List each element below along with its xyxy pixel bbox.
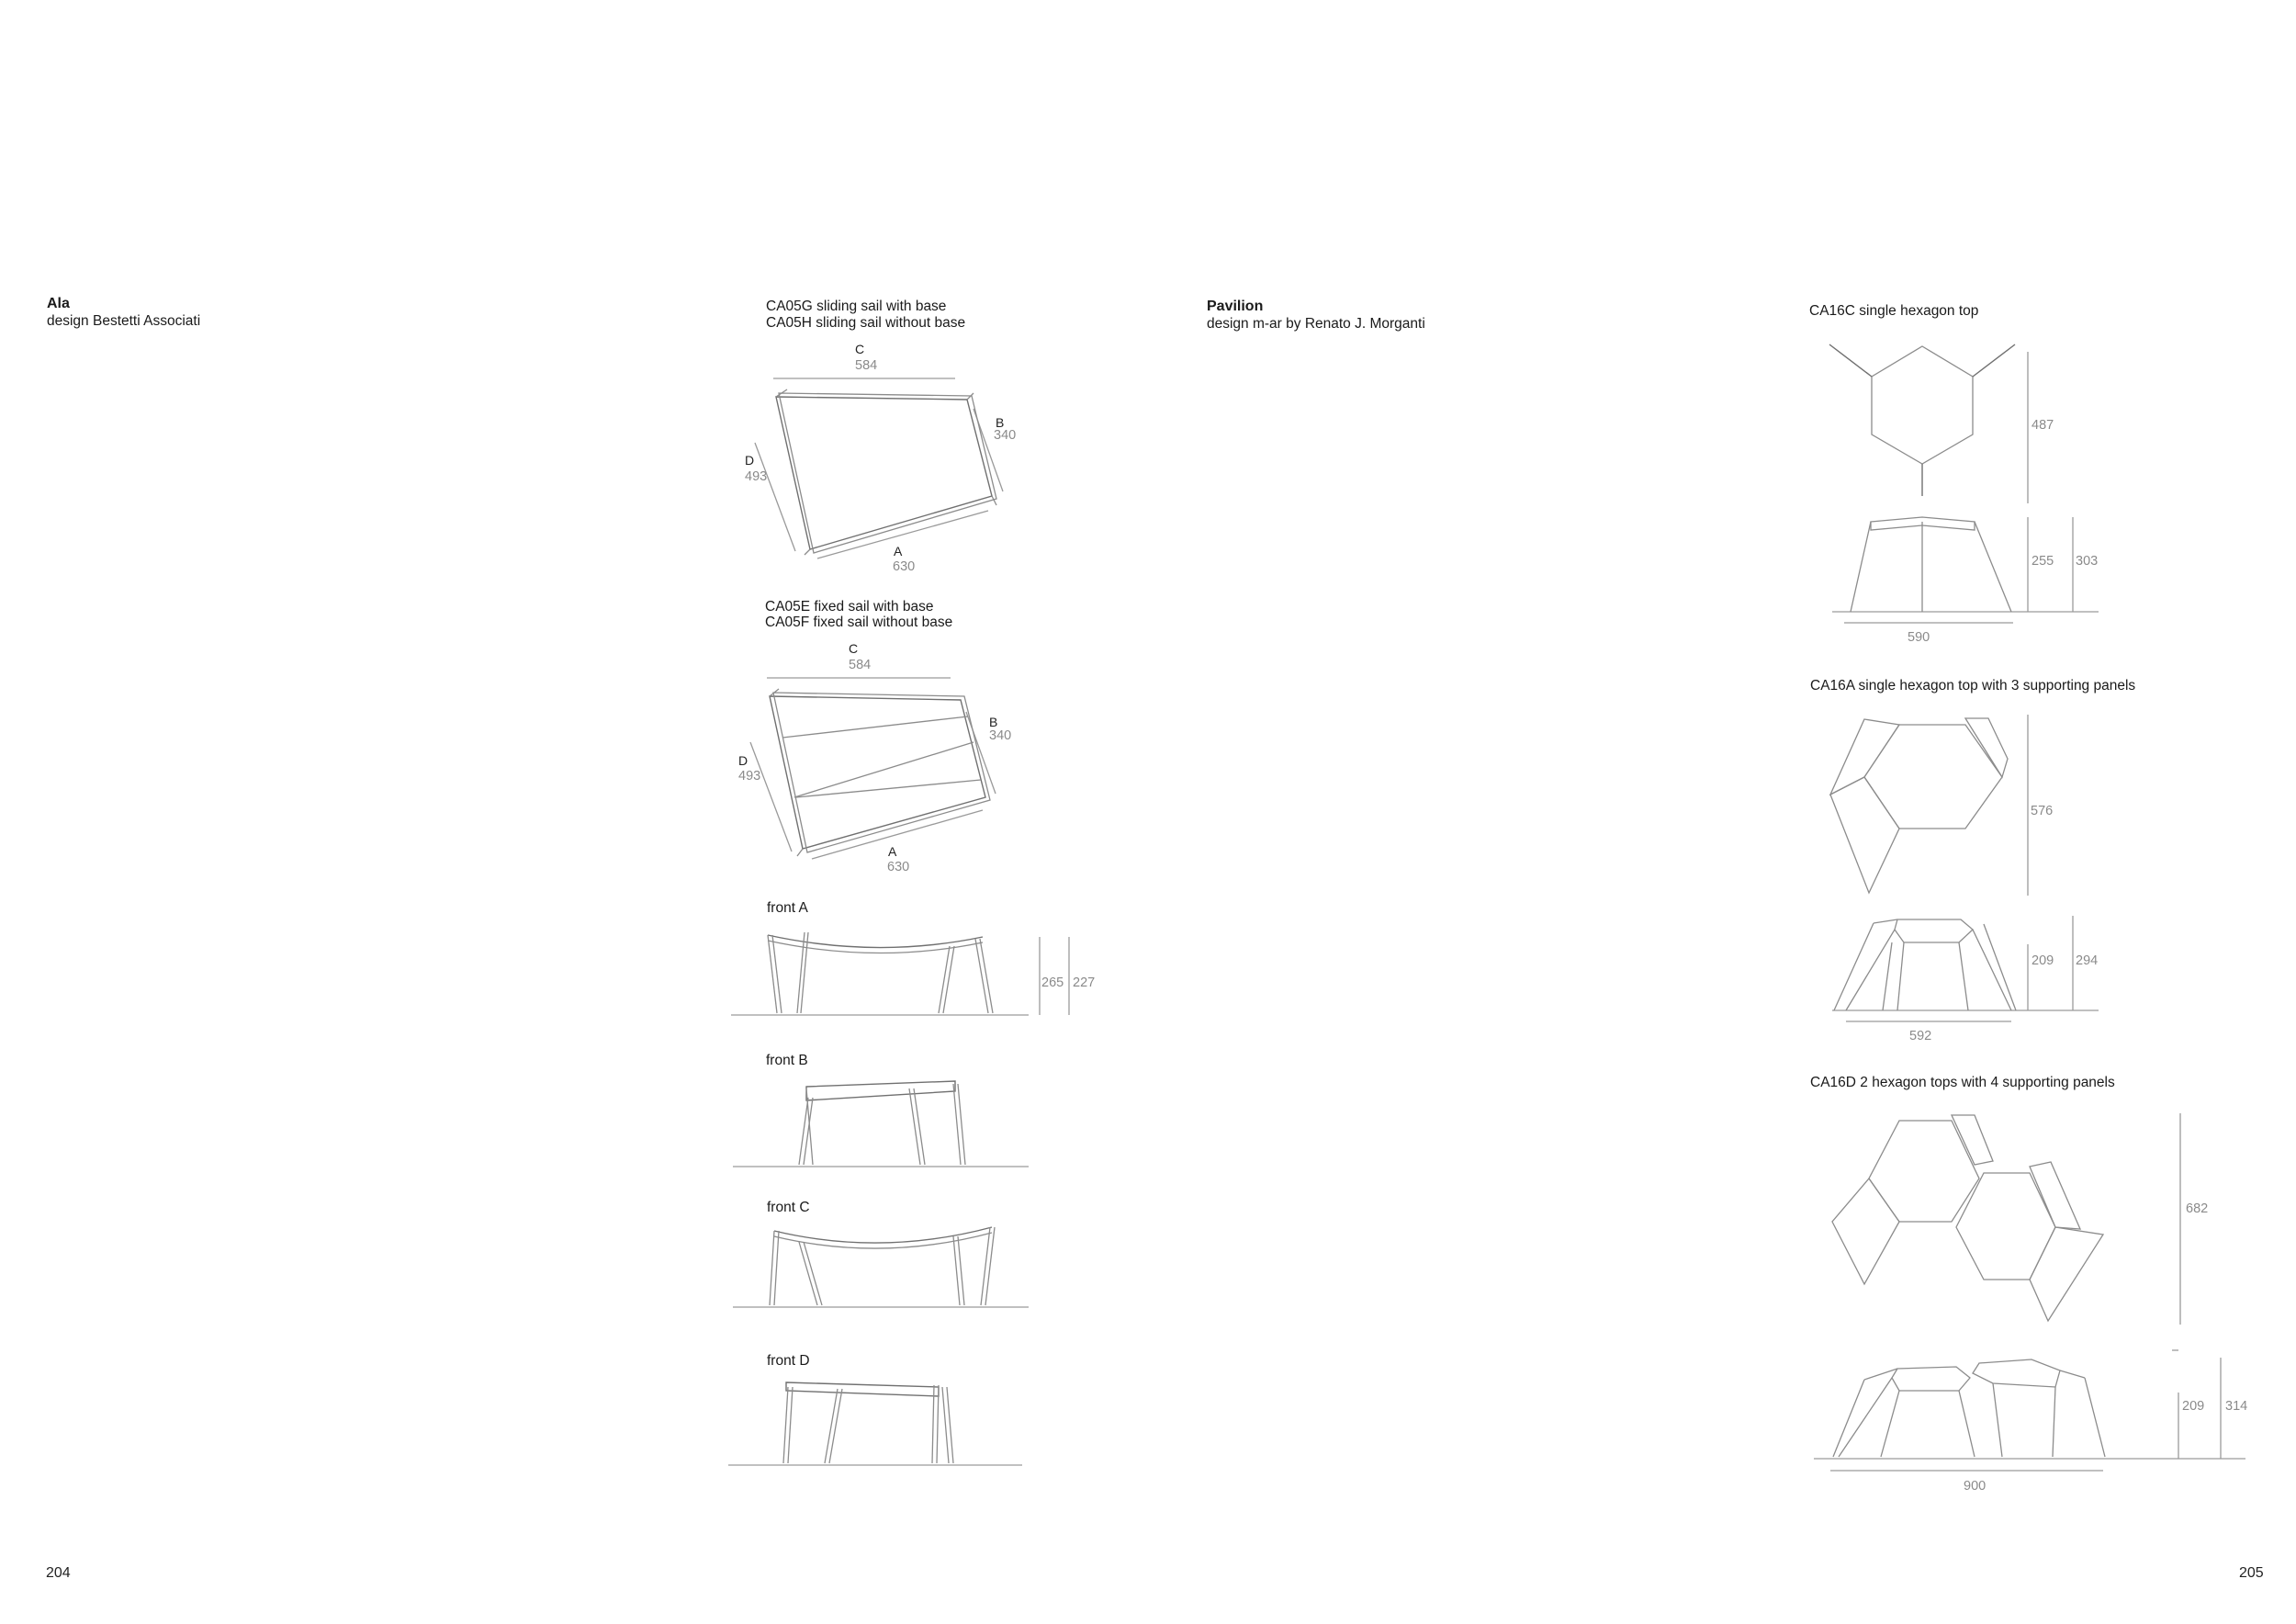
ca16a-plan-depth: 576 xyxy=(2031,804,2054,818)
ca16a-elevation-drawing xyxy=(1832,916,2099,1021)
fixed-sail-title-2: CA05F fixed sail without base xyxy=(765,615,953,630)
ca16d-height-1: 209 xyxy=(2182,1399,2205,1414)
dim-letter-b: B xyxy=(996,415,1005,430)
ala-sliding-plan-drawing xyxy=(755,378,1003,558)
ca16d-plan-drawing xyxy=(1832,1113,2180,1325)
dim-letter-c: C xyxy=(849,641,859,656)
dim-letter-c: C xyxy=(855,342,865,356)
dim-letter-a: A xyxy=(888,844,897,859)
ca16c-width: 590 xyxy=(1908,630,1930,645)
product-name-pavilion: Pavilion xyxy=(1207,299,1264,314)
dim-b-value: 340 xyxy=(989,728,1012,743)
sliding-sail-title-2: CA05H sliding sail without base xyxy=(766,315,966,331)
front-d-label: front D xyxy=(767,1353,810,1369)
dim-d-value: 493 xyxy=(745,469,768,484)
front-a-height-2: 227 xyxy=(1073,976,1096,990)
designer-ala: design Bestetti Associati xyxy=(47,313,201,329)
front-b-drawing xyxy=(733,1081,1029,1167)
page-number-left: 204 xyxy=(46,1565,71,1581)
ca16d-height-2: 314 xyxy=(2225,1399,2248,1414)
dim-a-value: 630 xyxy=(887,860,910,874)
front-a-drawing xyxy=(731,932,1069,1015)
ca16a-height-2: 294 xyxy=(2076,953,2099,968)
dim-letter-d: D xyxy=(745,453,755,468)
front-a-height-1: 265 xyxy=(1041,976,1064,990)
dim-c-value: 584 xyxy=(855,358,878,373)
front-b-label: front B xyxy=(766,1053,808,1068)
dim-b-value: 340 xyxy=(994,428,1017,443)
ca16a-height-1: 209 xyxy=(2032,953,2054,968)
sliding-sail-title-1: CA05G sliding sail with base xyxy=(766,299,947,314)
ca16a-width: 592 xyxy=(1909,1029,1932,1043)
front-c-label: front C xyxy=(767,1200,810,1215)
dim-letter-b: B xyxy=(989,715,998,729)
ca16d-title: CA16D 2 hexagon tops with 4 supporting panels xyxy=(1810,1075,2115,1090)
designer-pavilion: design m-ar by Renato J. Morganti xyxy=(1207,316,1425,332)
ca16c-height-1: 255 xyxy=(2032,554,2054,569)
ca16c-plan-drawing xyxy=(1829,344,2028,503)
ca16d-width: 900 xyxy=(1964,1479,1986,1494)
dim-letter-d: D xyxy=(738,753,748,768)
page-number-right: 205 xyxy=(2239,1565,2264,1581)
dim-letter-a: A xyxy=(894,544,903,558)
ca16d-elevation-drawing xyxy=(1814,1350,2248,1471)
front-c-drawing xyxy=(733,1227,1029,1307)
dim-c-value: 584 xyxy=(849,658,872,672)
ca16d-plan-depth: 682 xyxy=(2186,1201,2209,1216)
ca16a-title: CA16A single hexagon top with 3 supporting panels xyxy=(1810,678,2136,694)
dim-a-value: 630 xyxy=(893,559,916,574)
product-name-ala: Ala xyxy=(47,296,70,311)
ca16c-plan-depth: 487 xyxy=(2032,418,2054,433)
front-d-drawing xyxy=(728,1382,1022,1465)
fixed-sail-title-1: CA05E fixed sail with base xyxy=(765,599,934,615)
ala-fixed-plan-drawing xyxy=(750,678,996,859)
ca16c-title: CA16C single hexagon top xyxy=(1809,303,1979,319)
front-a-label: front A xyxy=(767,900,808,916)
ca16c-height-2: 303 xyxy=(2076,554,2099,569)
ca16c-elevation-drawing xyxy=(1832,517,2099,623)
dim-d-value: 493 xyxy=(738,769,761,784)
ca16a-plan-drawing xyxy=(1830,715,2028,896)
